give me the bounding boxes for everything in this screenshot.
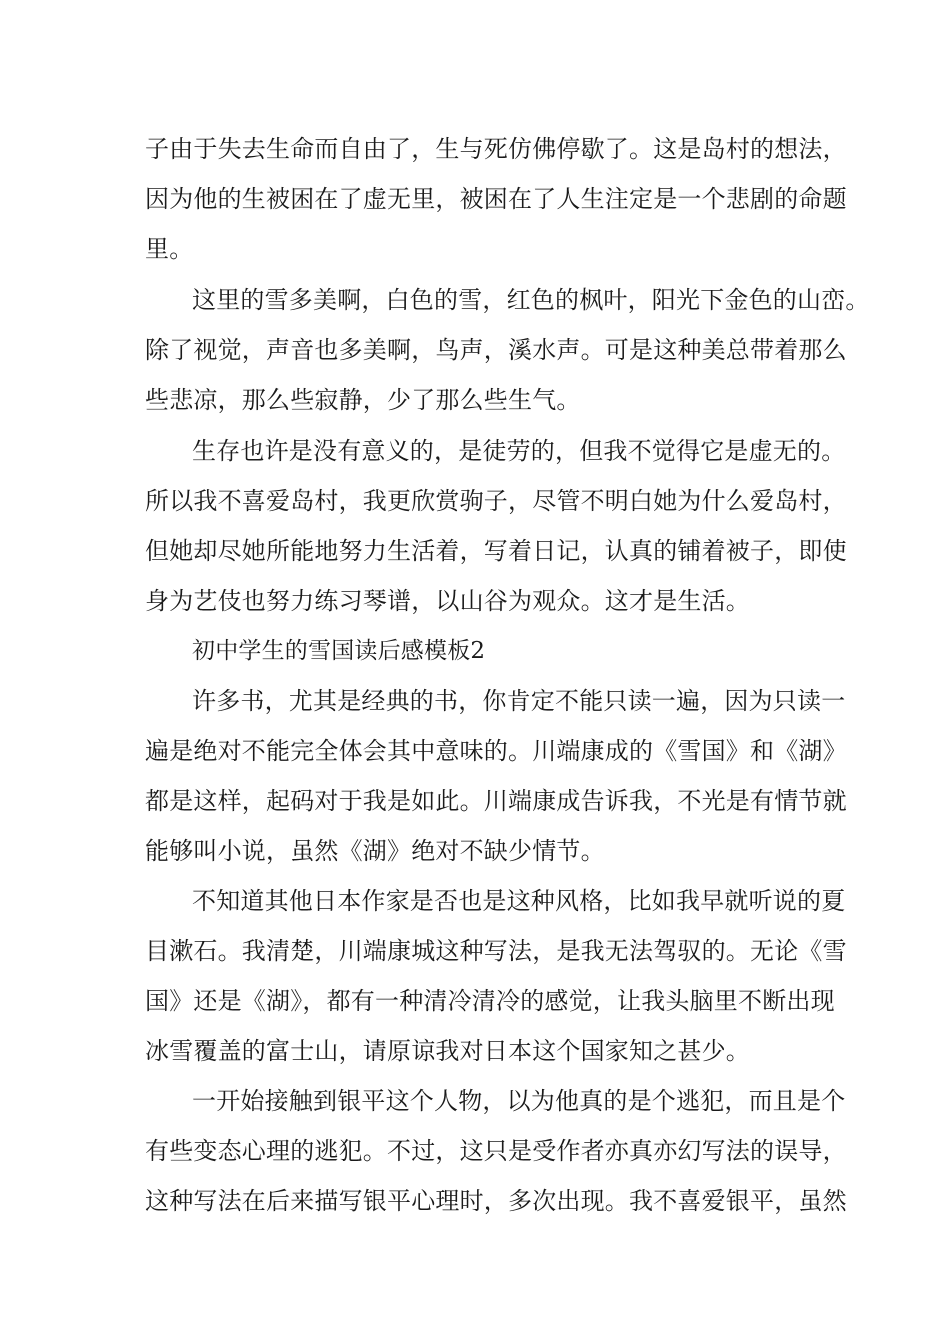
text-line: 生存也许是没有意义的，是徒劳的，但我不觉得它是虚无的。 xyxy=(192,437,846,465)
text-line: 许多书，尤其是经典的书，你肯定不能只读一遍，因为只读一 xyxy=(192,687,846,715)
text-line: 些悲凉，那么些寂静，少了那么些生气。 xyxy=(145,386,581,414)
text-line: 有些变态心理的逃犯。不过，这只是受作者亦真亦幻写法的误导， xyxy=(145,1137,847,1165)
text-line: 都是这样，起码对于我是如此。川端康成告诉我，不光是有情节就 xyxy=(145,787,847,815)
text-line: 能够叫小说，虽然《湖》绝对不缺少情节。 xyxy=(145,837,605,865)
text-line: 这里的雪多美啊，白色的雪，红色的枫叶，阳光下金色的山峦。 xyxy=(192,286,870,314)
text-line: 除了视觉，声音也多美啊，鸟声，溪水声。可是这种美总带着那么 xyxy=(145,336,847,364)
text-line: 因为他的生被困在了虚无里，被困在了人生注定是一个悲剧的命题 xyxy=(145,185,847,213)
text-line: 遍是绝对不能完全体会其中意味的。川端康成的《雪国》和《湖》 xyxy=(145,737,847,765)
text-line: 所以我不喜爱岛村，我更欣赏驹子，尽管不明白她为什么爱岛村， xyxy=(145,487,847,515)
text-line: 冰雪覆盖的富士山，请原谅我对日本这个国家知之甚少。 xyxy=(145,1037,750,1065)
text-line: 不知道其他日本作家是否也是这种风格，比如我早就听说的夏 xyxy=(192,887,846,915)
text-line: 里。 xyxy=(145,235,194,263)
text-line: 一开始接触到银平这个人物，以为他真的是个逃犯，而且是个 xyxy=(192,1087,846,1115)
text-line: 目漱石。我清楚，川端康城这种写法，是我无法驾驭的。无论《雪 xyxy=(145,937,847,965)
text-line: 子由于失去生命而自由了，生与死仿佛停歇了。这是岛村的想法， xyxy=(145,135,847,163)
text-line: 这种写法在后来描写银平心理时，多次出现。我不喜爱银平，虽然 xyxy=(145,1187,847,1215)
text-line: 国》还是《湖》，都有一种清冷清冷的感觉，让我头脑里不断出现 xyxy=(145,987,835,1015)
section-heading: 初中学生的雪国读后感模板2 xyxy=(192,638,486,664)
text-line: 身为艺伎也努力练习琴谱，以山谷为观众。这才是生活。 xyxy=(145,587,750,615)
text-line: 但她却尽她所能地努力生活着，写着日记，认真的铺着被子，即使 xyxy=(145,537,847,565)
